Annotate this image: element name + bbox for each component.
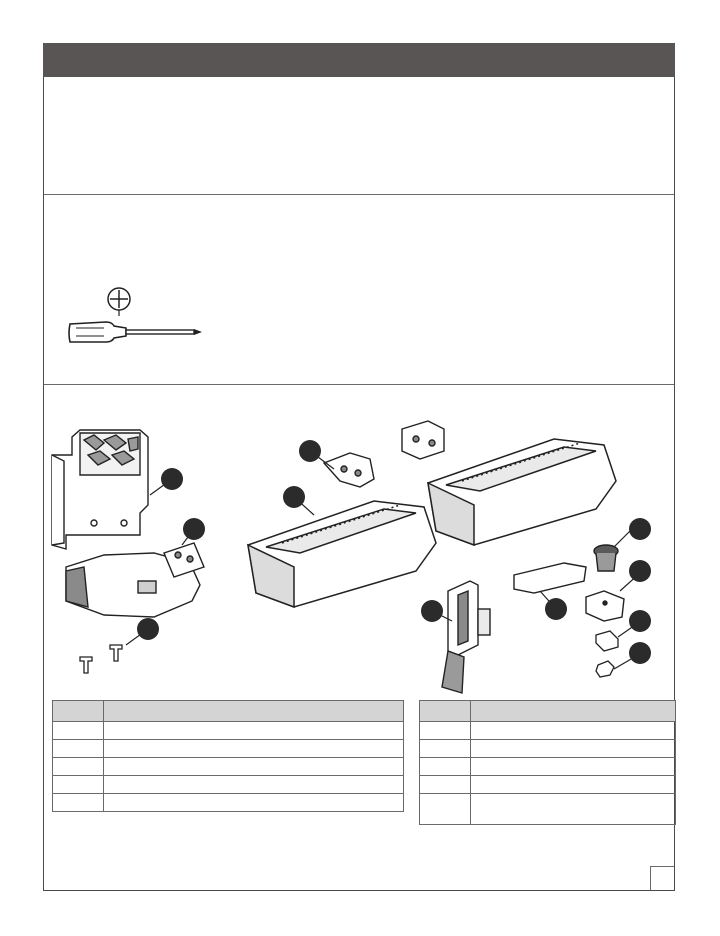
small-nut	[596, 661, 614, 677]
callout-marker	[137, 618, 159, 640]
table-cell	[471, 722, 676, 740]
table-cell	[471, 740, 676, 758]
callout-marker	[629, 560, 651, 582]
slider-bar	[514, 563, 586, 593]
table-cell	[420, 776, 471, 794]
table-row	[420, 776, 676, 794]
table-row	[420, 722, 676, 740]
phillips-cross-icon	[108, 288, 130, 316]
section-divider	[44, 384, 674, 385]
screwdriver-handle	[69, 322, 126, 342]
table-cell	[53, 776, 104, 794]
table-row	[420, 740, 676, 758]
table-row	[53, 794, 404, 812]
height-post	[442, 581, 490, 693]
callout-marker	[629, 642, 651, 664]
table-row	[420, 758, 676, 776]
table-row	[420, 794, 676, 825]
table-cell	[420, 740, 471, 758]
callout-marker	[629, 610, 651, 632]
callout-marker	[545, 598, 567, 620]
table-cell	[104, 758, 404, 776]
table-cell	[420, 794, 471, 825]
table-cell	[53, 794, 104, 812]
section-divider	[44, 194, 674, 195]
table-header-description	[104, 701, 404, 722]
clamp-piece-top	[324, 421, 444, 487]
table-row	[53, 758, 404, 776]
callout-marker	[421, 600, 443, 622]
callout-marker	[161, 468, 183, 490]
table-header-row	[53, 701, 404, 722]
callout-marker	[283, 486, 305, 508]
adjustment-knob	[594, 545, 618, 571]
table-row	[53, 740, 404, 758]
callout-marker	[299, 440, 321, 462]
table-row	[53, 776, 404, 794]
table-cell	[53, 740, 104, 758]
scale-tray-back	[428, 439, 616, 545]
table-cell	[471, 794, 676, 825]
table-header-row	[420, 701, 676, 722]
scale-tray-front	[248, 501, 436, 607]
table-row	[53, 722, 404, 740]
table-cell	[104, 722, 404, 740]
square-nut	[596, 631, 618, 651]
table-cell	[420, 722, 471, 740]
mounting-bracket	[52, 430, 148, 549]
parts-illustration	[44, 395, 676, 695]
callout-marker	[183, 518, 205, 540]
slider-block	[586, 591, 624, 621]
callout-marker	[629, 518, 651, 540]
table-cell	[53, 722, 104, 740]
page-number	[650, 866, 674, 890]
table-header-qty	[53, 701, 104, 722]
table-header-qty	[420, 701, 471, 722]
parts-table-left	[52, 700, 404, 812]
phillips-screwdriver-icon	[66, 286, 206, 346]
table-cell	[420, 758, 471, 776]
table-cell	[471, 758, 676, 776]
table-cell	[104, 794, 404, 812]
table-cell	[104, 740, 404, 758]
table-header-description	[471, 701, 676, 722]
table-cell	[53, 758, 104, 776]
screws	[80, 645, 122, 673]
table-cell	[104, 776, 404, 794]
parts-table-right	[419, 700, 676, 825]
table-cell	[471, 776, 676, 794]
page-title-bar	[43, 43, 675, 77]
